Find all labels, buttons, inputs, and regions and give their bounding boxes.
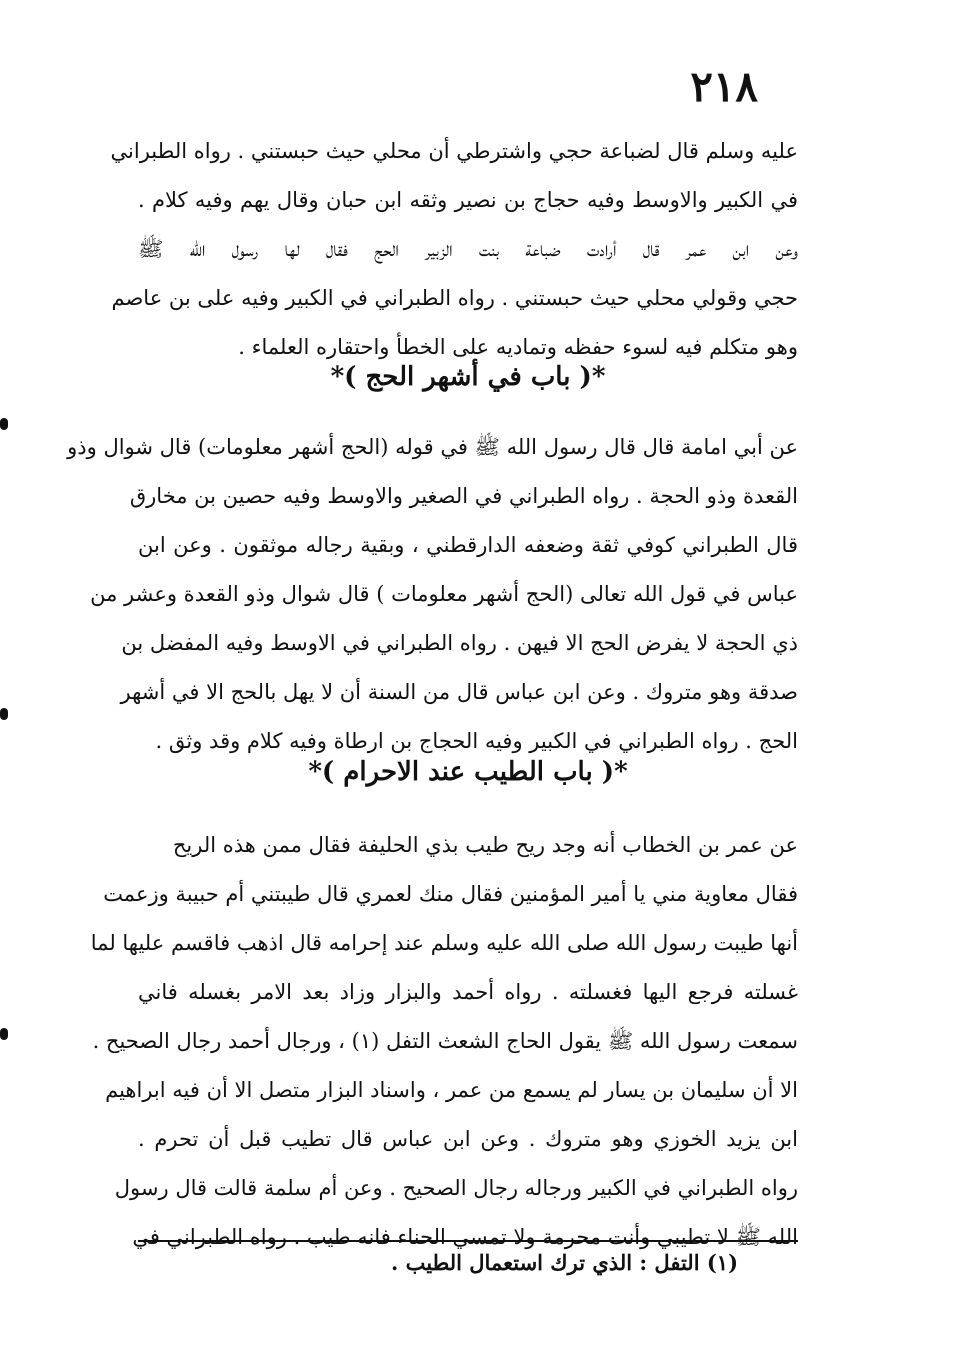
text-line: الله ﷺ لا تطيبي وأنت محرمة ولا تمسي الحناء فانه طيب . رواه الطبراني في bbox=[132, 1225, 798, 1249]
text-line: وهو متكلم فيه لسوء حفظه وتماديه على الخطأ واحتقاره العلماء . bbox=[238, 335, 798, 359]
text-line: الا أن سليمان بن يسار لم يسمع من عمر ، واسناد البزار متصل الا أن فيه ابراهيم bbox=[105, 1078, 798, 1102]
text-line: حجي وقولي محلي حيث حبستني . رواه الطبراني في الكبير وفيه على بن عاصم bbox=[111, 286, 798, 310]
text-line: قال الطبراني كوفي ثقة وضعفه الدارقطني ، وبقية رجاله موثقون . وعن ابن bbox=[138, 533, 798, 557]
text-line: في الكبير والاوسط وفيه حجاج بن نصير وثقه ابن حبان وقال يهم وفيه كلام . bbox=[138, 188, 798, 212]
margin-mark bbox=[0, 1028, 8, 1040]
section-heading-perfume-at-ihram: *( باب الطيب عند الاحرام )* bbox=[308, 757, 628, 787]
text-line: عن عمر بن الخطاب أنه وجد ريح طيب بذي الحليفة فقال ممن هذه الريح bbox=[172, 833, 798, 857]
text-line: صدقة وهو متروك . وعن ابن عباس قال من السنة أن لا يهل بالحج الا في أشهر bbox=[120, 680, 798, 704]
footnote: (١) التفل : الذي ترك استعمال الطيب . bbox=[390, 1250, 738, 1275]
margin-mark bbox=[0, 418, 8, 430]
text-line: أنها طيبت رسول الله صلى الله عليه وسلم عند إحرامه قال اذهب فاقسم عليها لما bbox=[90, 931, 798, 955]
margin-mark bbox=[0, 708, 8, 720]
text-line: وعن ابن عمر قال أرادت ضباعة بنت الزبير الحج فقال لها رسول الله ﷺ bbox=[138, 237, 798, 261]
footnote-divider bbox=[138, 1240, 798, 1242]
text-line: رواه الطبراني في الكبير ورجاله رجال الصحيح . وعن أم سلمة قالت قال رسول bbox=[114, 1176, 798, 1200]
paragraph-block-2 bbox=[67, 423, 798, 766]
text-line: سمعت رسول الله ﷺ يقول الحاج الشعث التفل (١) ، ورجال أحمد رجال الصحيح . bbox=[92, 1029, 798, 1053]
text-line: فقال معاوية مني يا أمير المؤمنين فقال منك لعمري قال طيبتني أم حبيبة وزعمت bbox=[103, 882, 798, 906]
text-line: غسلته فرجع اليها فغسلته . رواه أحمد والبزار وزاد بعد الامر بغسله فاني bbox=[138, 980, 798, 1004]
text-line: ابن يزيد الخوزي وهو متروك . وعن ابن عباس قال تطيب قبل أن تحرم . bbox=[138, 1127, 798, 1151]
text-line: عباس في قول الله تعالى (الحج أشهر معلومات ) قال شوال وذو القعدة وعشر من bbox=[90, 582, 798, 606]
text-line: القعدة وذو الحجة . رواه الطبراني في الصغير والاوسط وفيه حصين بن مخارق bbox=[129, 484, 798, 508]
text-line: ذي الحجة لا يفرض الحج الا فيهن . رواه الطبراني في الاوسط وفيه المفضل بن bbox=[121, 631, 798, 655]
text-line: الحج . رواه الطبراني في الكبير وفيه الحجاج بن ارطاة وفيه كلام وقد وثق . bbox=[155, 729, 798, 753]
paragraph-block-1 bbox=[110, 127, 798, 372]
paragraph-block-3 bbox=[90, 821, 798, 1262]
text-line: عن أبي امامة قال قال رسول الله ﷺ في قوله (الحج أشهر معلومات) قال شوال وذو bbox=[67, 435, 798, 459]
text-line: عليه وسلم قال لضباعة حجي واشترطي أن محلي حيث حبستني . رواه الطبراني bbox=[110, 139, 798, 163]
page-number: ٢١٨ bbox=[690, 62, 758, 111]
section-heading-months-of-hajj: *( باب في أشهر الحج )* bbox=[330, 362, 606, 392]
